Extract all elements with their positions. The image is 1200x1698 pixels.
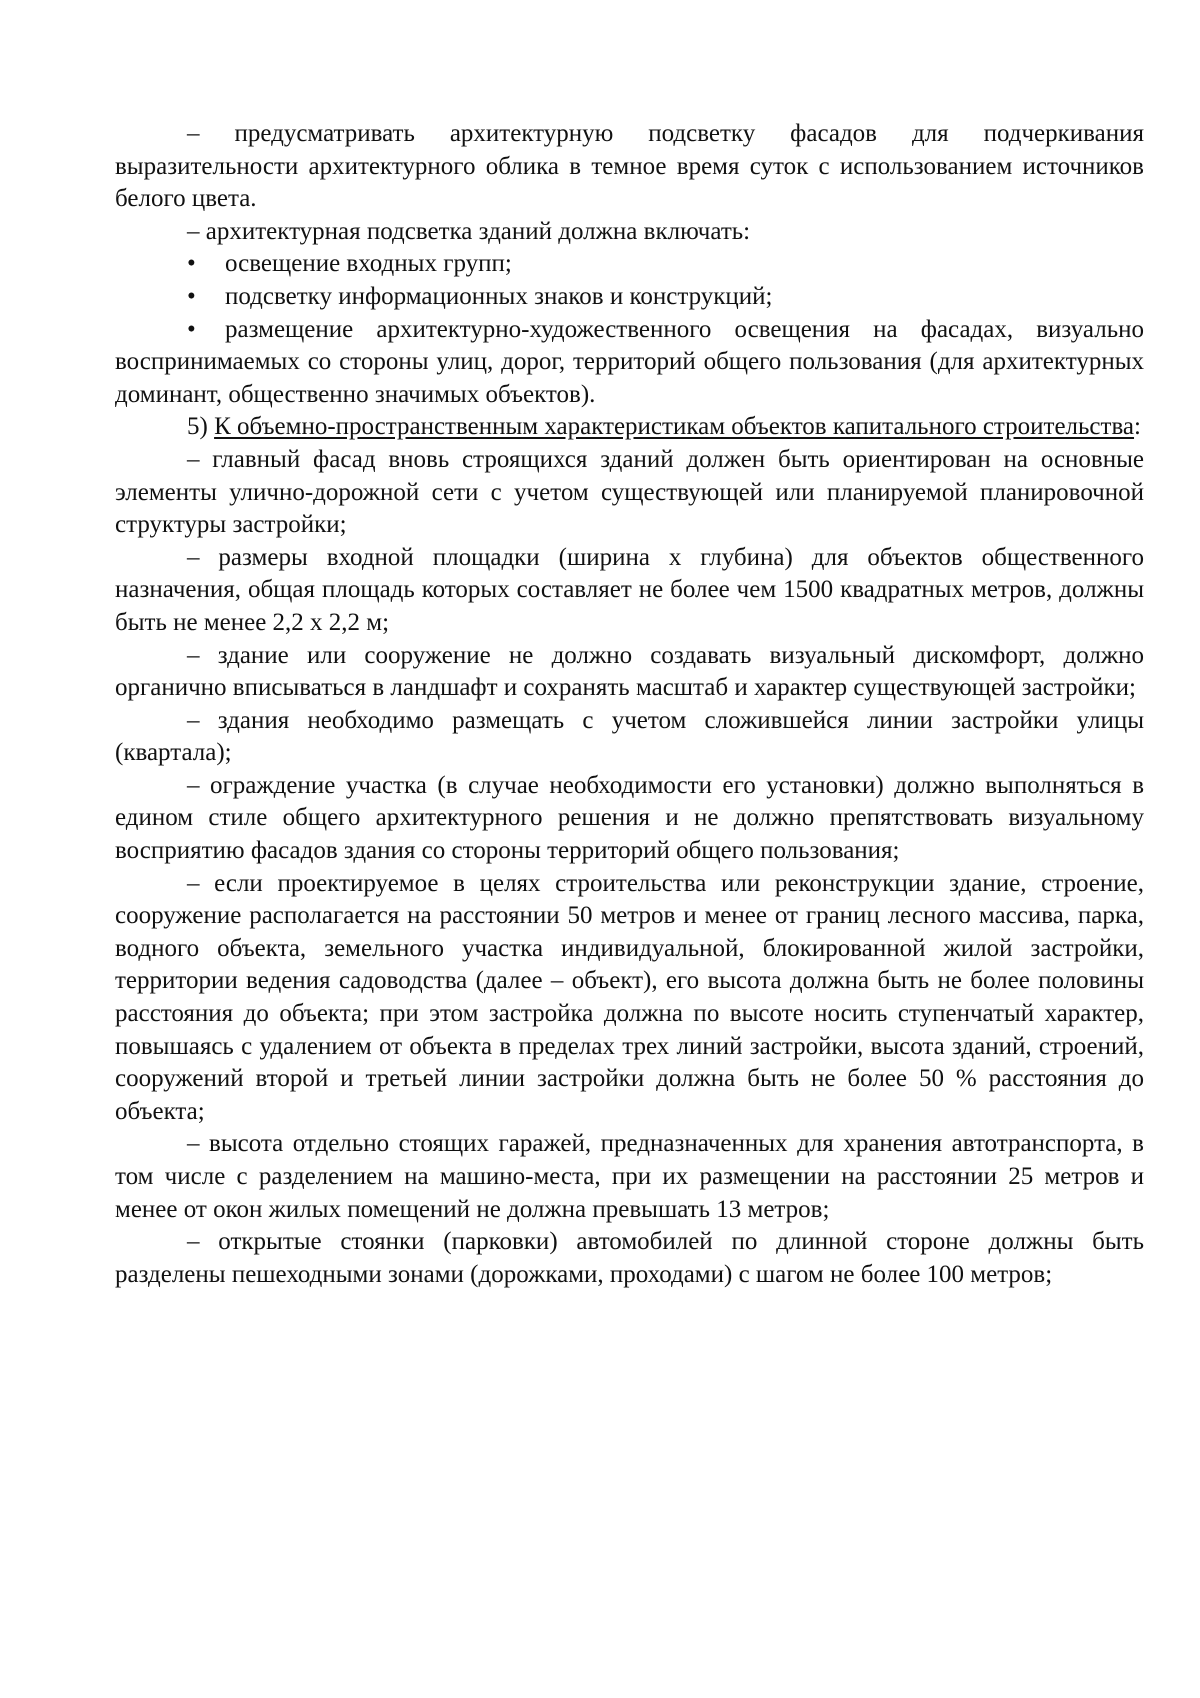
section-title-colon: :: [1134, 413, 1141, 441]
paragraph-building-line: – здания необходимо размещать с учетом сложившейся линии застройки улицы (квартала);: [115, 706, 1144, 767]
bullet-icon: •: [187, 250, 196, 278]
paragraph-lighting-includes: – архитектурная подсветка зданий должна включать:: [187, 217, 751, 245]
bullet-text: размещение архитектурно-художественного освещения на фасадах, визуально воспринимаемых со стороны улиц, дорог, территорий общего пользования (для архитектурных доминант, общественно значимых объектов).: [115, 315, 1144, 408]
paragraph-parking-zones: – открытые стоянки (парковки) автомобилей по длинной стороне должны быть разделены пешеходными зонами (дорожками, проходами) с шагом не более 100 метров;: [115, 1228, 1144, 1288]
bullet-item-artistic-lighting: [115, 314, 1144, 412]
bullet-icon: •: [187, 282, 196, 310]
paragraph-facade-lighting: – предусматривать архитектурную подсветку фасадов для подчеркивания выразительности архитектурного облика в темное время суток с использованием источников белого цвета.: [115, 120, 1144, 213]
paragraph-height-near-objects: – если проектируемое в целях строительства или реконструкции здание, строение, сооружение располагается на расстоянии 50 метров и менее от границ лесного массива, парка, водного объекта, земельного участка индивидуальной, блокированной жилой застройки, территории ведения садоводства (далее – объект), его высота должна быть не более половины расстояния до объекта; при этом застройка должна по высоте носить ступенчатый характер, повышаясь с удалением от объекта в пределах трех линий застройки, высота зданий, строений, сооружений второй и третьей линии застройки должна быть не более 50 % расстояния до объекта;: [115, 869, 1144, 1125]
bullet-text: подсветку информационных знаков и конструкций;: [225, 282, 773, 310]
bullet-text: освещение входных групп;: [225, 250, 512, 278]
bullet-item-entrance-lighting: [115, 248, 1144, 281]
section-heading-5: [115, 411, 1144, 444]
section-title: К объемно-пространственным характеристикам объектов капитального строительства: [214, 413, 1135, 441]
bullet-icon: •: [187, 315, 196, 343]
paragraph-garage-height: – высота отдельно стоящих гаражей, предназначенных для хранения автотранспорта, в том числе с разделением на машино-места, при их размещении на расстоянии 25 метров и менее от окон жилых помещений не должна превышать 13 метров;: [115, 1130, 1144, 1223]
paragraph-visual-comfort: – здание или сооружение не должно создавать визуальный дискомфорт, должно органично вписываться в ландшафт и сохранять масштаб и характер существующей застройки;: [115, 641, 1144, 702]
paragraph-entrance-size: – размеры входной площадки (ширина х глубина) для объектов общественного назначения, общая площадь которых составляет не более чем 1500 квадратных метров, должны быть не менее 2,2 х 2,2 м;: [115, 543, 1144, 636]
paragraph-fencing: – ограждение участка (в случае необходимости его установки) должно выполняться в едином стиле общего архитектурного решения и не должно препятствовать визуальному восприятию фасадов здания со стороны территорий общего пользования;: [115, 771, 1144, 865]
section-number: 5): [187, 413, 208, 441]
paragraph-main-facade: – главный фасад вновь строящихся зданий должен быть ориентирован на основные элементы улично-дорожной сети с учетом существующей или планируемой планировочной структуры застройки;: [115, 445, 1144, 539]
document-body: [115, 118, 1144, 1291]
bullet-item-signs-lighting: [115, 281, 1144, 314]
